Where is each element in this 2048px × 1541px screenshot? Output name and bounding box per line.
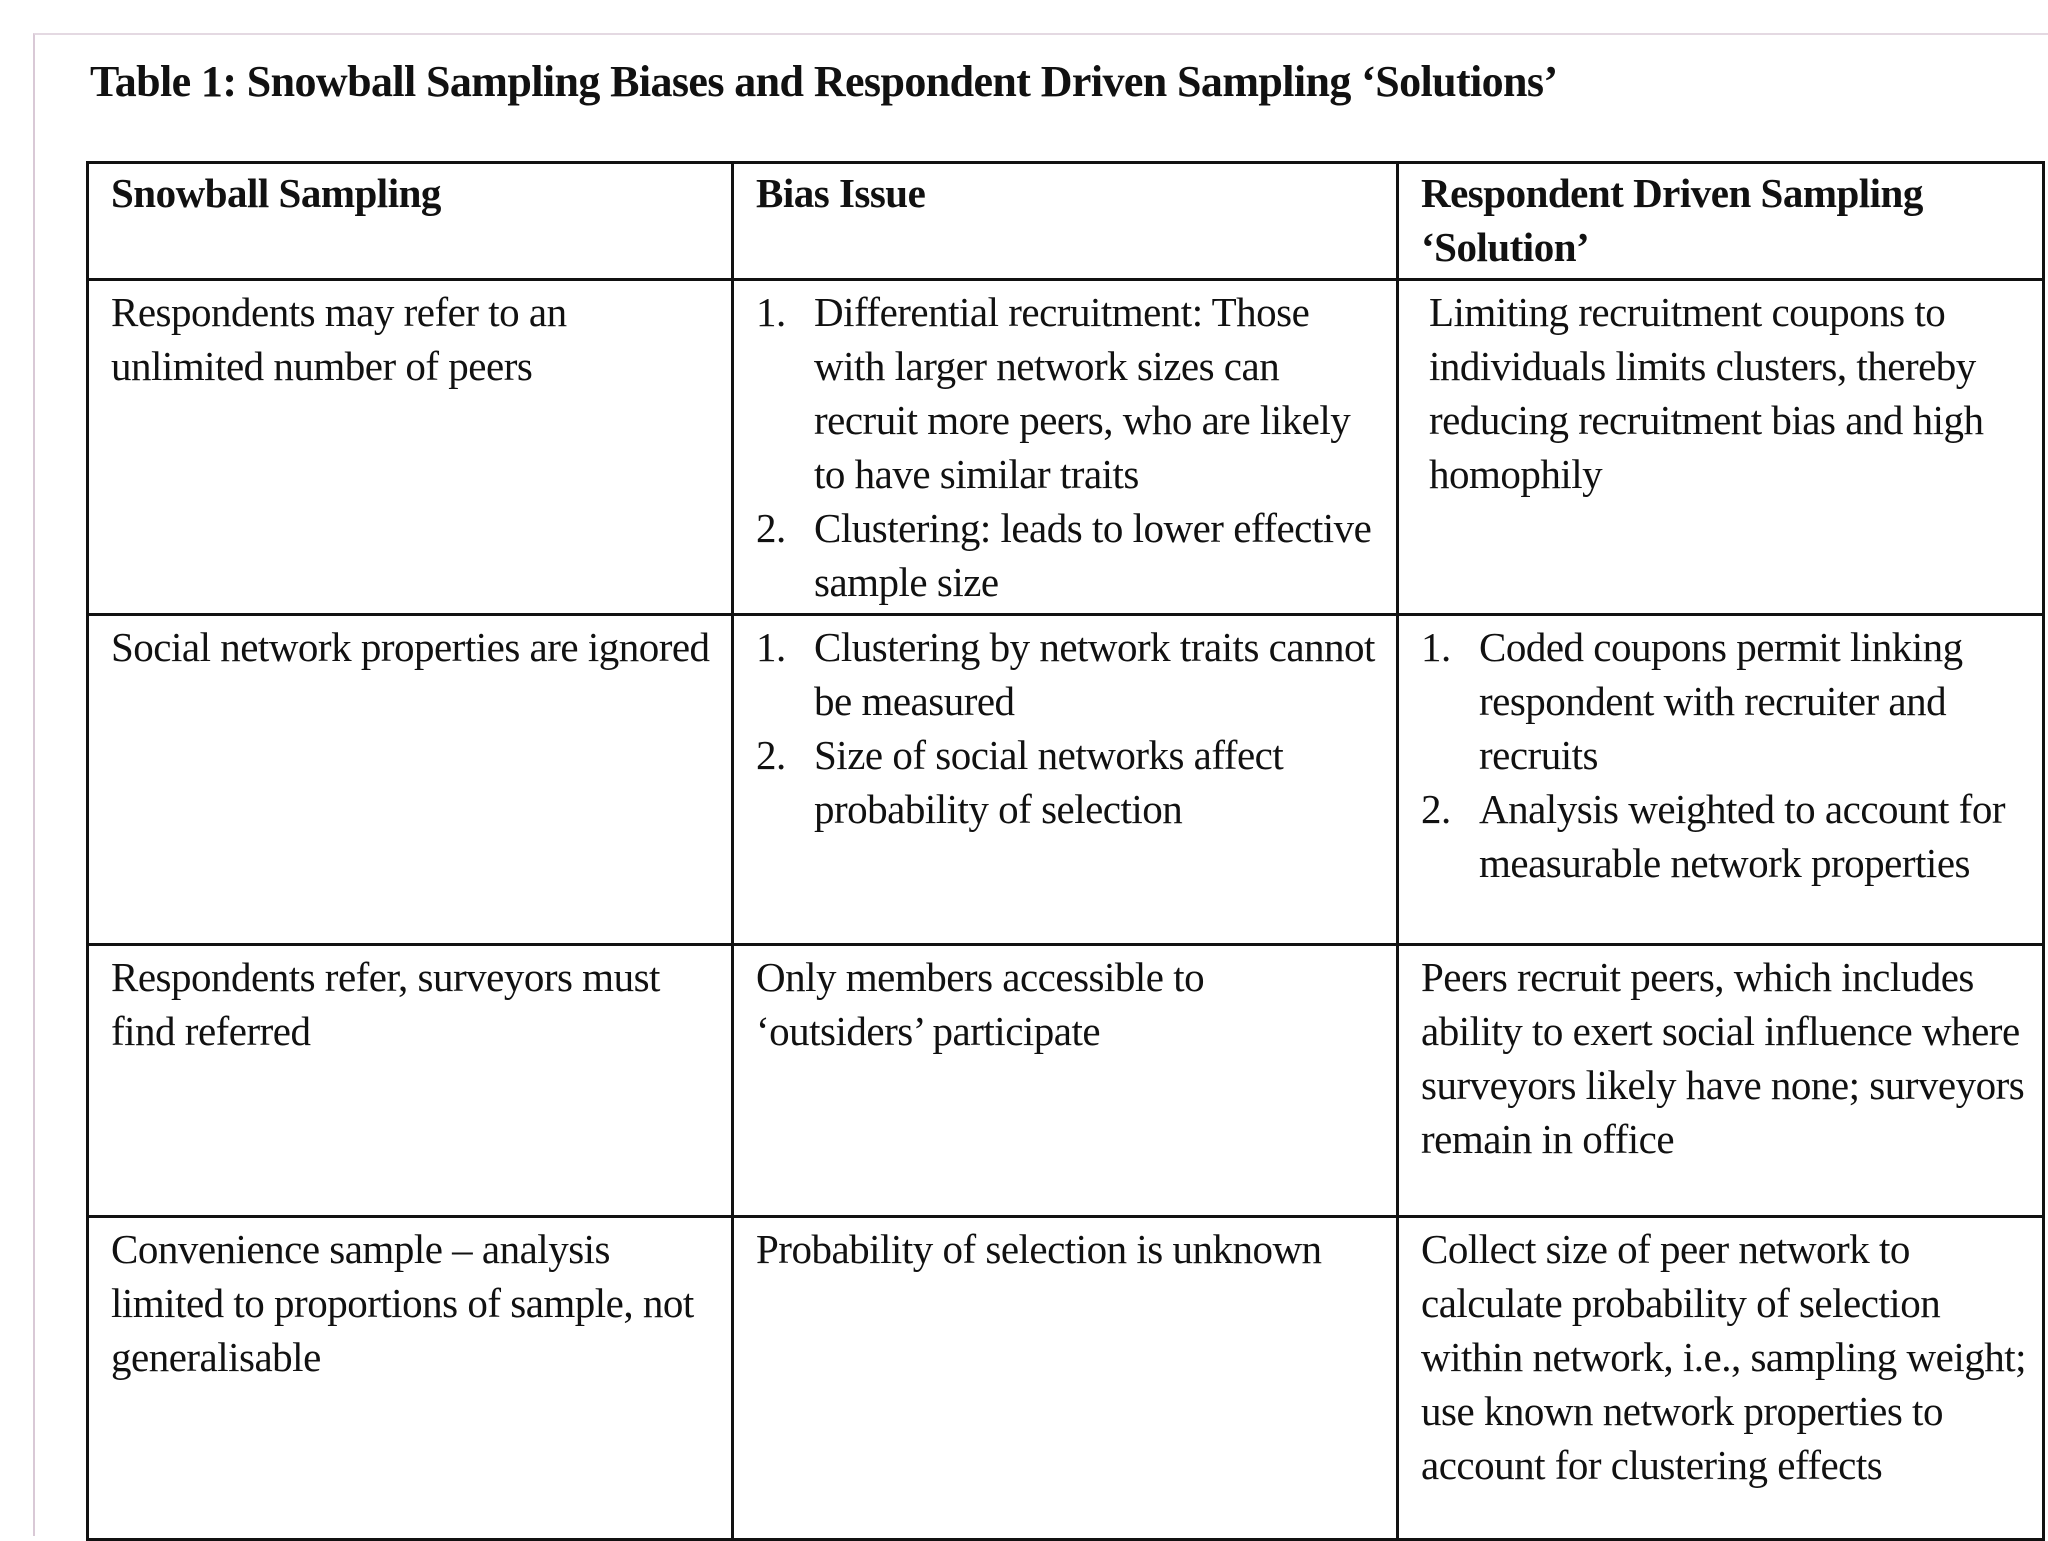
cell-bias (733, 615, 1398, 945)
table-title: Table 1: Snowball Sampling Biases and Respondent Driven Sampling ‘Solutions’ (90, 57, 1558, 106)
list-item (756, 285, 1382, 501)
list-number: 1. (1421, 624, 1451, 670)
list-text: Clustering by network traits cannot be measured (814, 624, 1375, 724)
header-bias-issue: Bias Issue (733, 163, 1398, 280)
list-item (756, 620, 1382, 728)
list-text: Differential recruitment: Those with larger network sizes can recruit more peers, who are likely to have similar traits (814, 289, 1351, 497)
header-snowball-sampling: Snowball Sampling (88, 163, 733, 280)
cell-rds-solution (1398, 615, 2044, 945)
header-rds-solution: Respondent Driven Sampling ‘Solution’ (1398, 163, 2044, 280)
cell-bias: Probability of selection is unknown (733, 1217, 1398, 1540)
rds-list (1421, 620, 2028, 890)
table-row (88, 280, 2044, 615)
list-text: Coded coupons permit linking respondent with recruiter and recruits (1479, 624, 1963, 778)
cell-bias (733, 280, 1398, 615)
cell-rds-solution: Peers recruit peers, which includes ability to exert social influence where surveyors likely have none; surveyors remain in office (1398, 945, 2044, 1217)
list-number: 1. (756, 289, 786, 335)
list-number: 2. (756, 732, 786, 778)
list-item (756, 728, 1382, 836)
list-item (756, 501, 1382, 609)
bias-list (756, 285, 1382, 609)
list-number: 2. (1421, 786, 1451, 832)
cell-snowball: Convenience sample – analysis limited to proportions of sample, not generalisable (88, 1217, 733, 1540)
table-header-row (88, 163, 2044, 280)
list-item (1421, 782, 2028, 890)
cell-rds-solution: Collect size of peer network to calculate probability of selection within network, i.e., sampling weight; use known network properties to account for clustering effects (1398, 1217, 2044, 1540)
cell-snowball: Respondents may refer to an unlimited number of peers (88, 280, 733, 615)
list-text: Clustering: leads to lower effective sample size (814, 505, 1372, 605)
list-number: 2. (756, 505, 786, 551)
sampling-bias-table (86, 161, 2045, 1541)
list-text: Size of social networks affect probability of selection (814, 732, 1284, 832)
list-text: Analysis weighted to account for measurable network properties (1479, 786, 2005, 886)
list-number: 1. (756, 624, 786, 670)
bias-list (756, 620, 1382, 836)
table-row (88, 1217, 2044, 1540)
cell-snowball: Social network properties are ignored (88, 615, 733, 945)
table-row (88, 615, 2044, 945)
cell-rds-solution: Limiting recruitment coupons to individuals limits clusters, thereby reducing recruitment bias and high homophily (1398, 280, 2044, 615)
cell-bias: Only members accessible to ‘outsiders’ participate (733, 945, 1398, 1217)
list-item (1421, 620, 2028, 782)
cell-snowball: Respondents refer, surveyors must find referred (88, 945, 733, 1217)
table-row (88, 945, 2044, 1217)
